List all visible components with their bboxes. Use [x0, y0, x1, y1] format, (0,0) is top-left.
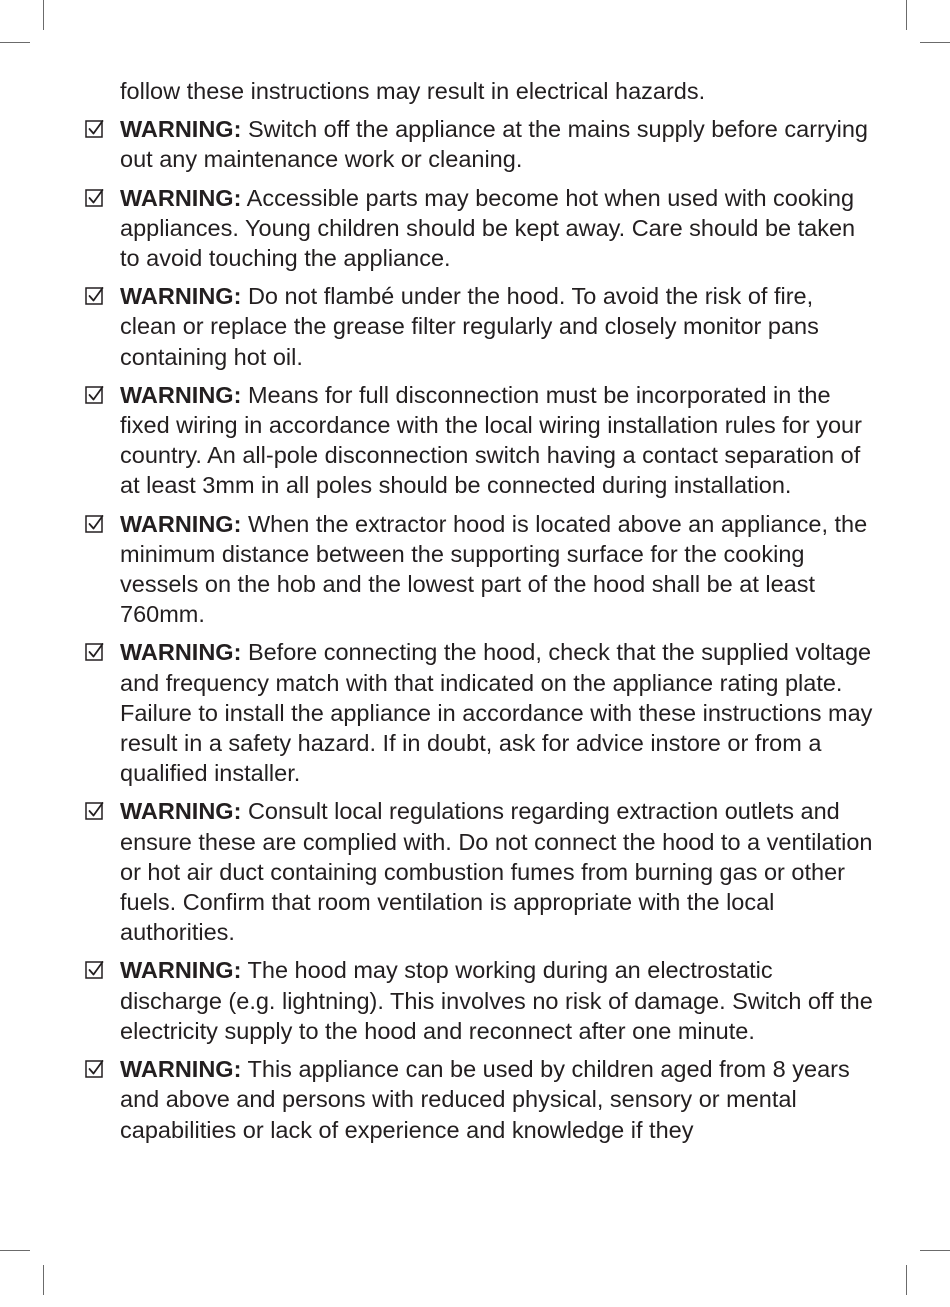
warning-text: [120, 637, 874, 788]
warning-item: [84, 281, 874, 372]
warning-item: [84, 796, 874, 947]
crop-mark: [0, 1250, 30, 1251]
warning-item: [84, 637, 874, 788]
warning-body: This appliance can be used by children aged from 8 years and above and persons with reduced physical, sensory or mental capabilities or lack of experience and knowledge if they: [120, 1056, 850, 1143]
warning-label: WARNING:: [120, 1056, 242, 1083]
warning-text: [120, 1054, 874, 1145]
crop-mark: [0, 42, 30, 43]
warning-label: WARNING:: [120, 116, 242, 143]
checked-box-icon: [84, 509, 120, 539]
warning-text: [120, 955, 874, 1046]
warning-label: WARNING:: [120, 957, 242, 984]
warning-label: WARNING:: [120, 283, 242, 310]
warning-text: [120, 183, 874, 274]
warnings-section: [84, 76, 874, 1145]
warning-text: [120, 114, 874, 174]
checked-box-icon: [84, 1054, 120, 1084]
warning-text: [120, 509, 874, 630]
warning-label: WARNING:: [120, 381, 242, 408]
warning-body: Do not flambé under the hood. To avoid the risk of fire, clean or replace the grease filter regularly and closely monitor pans containing hot oil.: [120, 283, 819, 370]
warning-body: When the extractor hood is located above an appliance, the minimum distance between the supporting surface for the cooking vessels on the hob and the lowest part of the hood shall be at least 760mm.: [120, 510, 868, 628]
warning-label: WARNING:: [120, 798, 242, 825]
warning-item: [84, 1054, 874, 1145]
crop-mark: [920, 42, 950, 43]
intro-text: follow these instructions may result in electrical hazards.: [120, 78, 706, 104]
warning-label: WARNING:: [120, 184, 242, 211]
warning-label: WARNING:: [120, 510, 242, 537]
checked-box-icon: [84, 183, 120, 213]
warning-item: [84, 183, 874, 274]
crop-mark: [906, 1265, 907, 1295]
checked-box-icon: [84, 637, 120, 667]
warning-item: [84, 114, 874, 174]
warning-body: Before connecting the hood, check that the supplied voltage and frequency match with that indicated on the appliance rating plate. Failure to install the appliance in accordance with these instructions may result in a safety hazard. If in doubt, ask for advice instore or from a qualified installer.: [120, 639, 873, 787]
crop-mark: [43, 0, 44, 30]
warning-body: The hood may stop working during an electrostatic discharge (e.g. lightning). This involves no risk of damage. Switch off the electricity supply to the hood and reconnect after one minute.: [120, 957, 873, 1044]
checked-box-icon: [84, 281, 120, 311]
crop-mark: [920, 1250, 950, 1251]
warnings-list: [84, 114, 874, 1145]
warning-text: [120, 380, 874, 501]
crop-mark: [906, 0, 907, 30]
warning-text: [120, 796, 874, 947]
checked-box-icon: [84, 955, 120, 985]
warning-body: Consult local regulations regarding extraction outlets and ensure these are complied with. Do not connect the hood to a ventilation or hot air duct containing combustion fumes from burning gas or other fuels. Confirm that room ventilation is appropriate with the local authorities.: [120, 798, 873, 946]
warning-item: [84, 509, 874, 630]
warning-text: [120, 281, 874, 372]
checked-box-icon: [84, 380, 120, 410]
warning-label: WARNING:: [120, 639, 242, 666]
warning-item: [84, 955, 874, 1046]
checked-box-icon: [84, 796, 120, 826]
warning-body: Accessible parts may become hot when used with cooking appliances. Young children should be kept away. Care should be taken to avoid touching the appliance.: [120, 184, 856, 272]
warning-item: [84, 380, 874, 501]
warning-body: Switch off the appliance at the mains supply before carrying out any maintenance work or cleaning.: [120, 116, 868, 173]
warning-body: Means for full disconnection must be incorporated in the fixed wiring in accordance with the local wiring installation rules for your country. An all-pole disconnection switch having a contact separation of at least 3mm in all poles should be connected during installation.: [120, 381, 862, 499]
checked-box-icon: [84, 114, 120, 144]
crop-mark: [43, 1265, 44, 1295]
